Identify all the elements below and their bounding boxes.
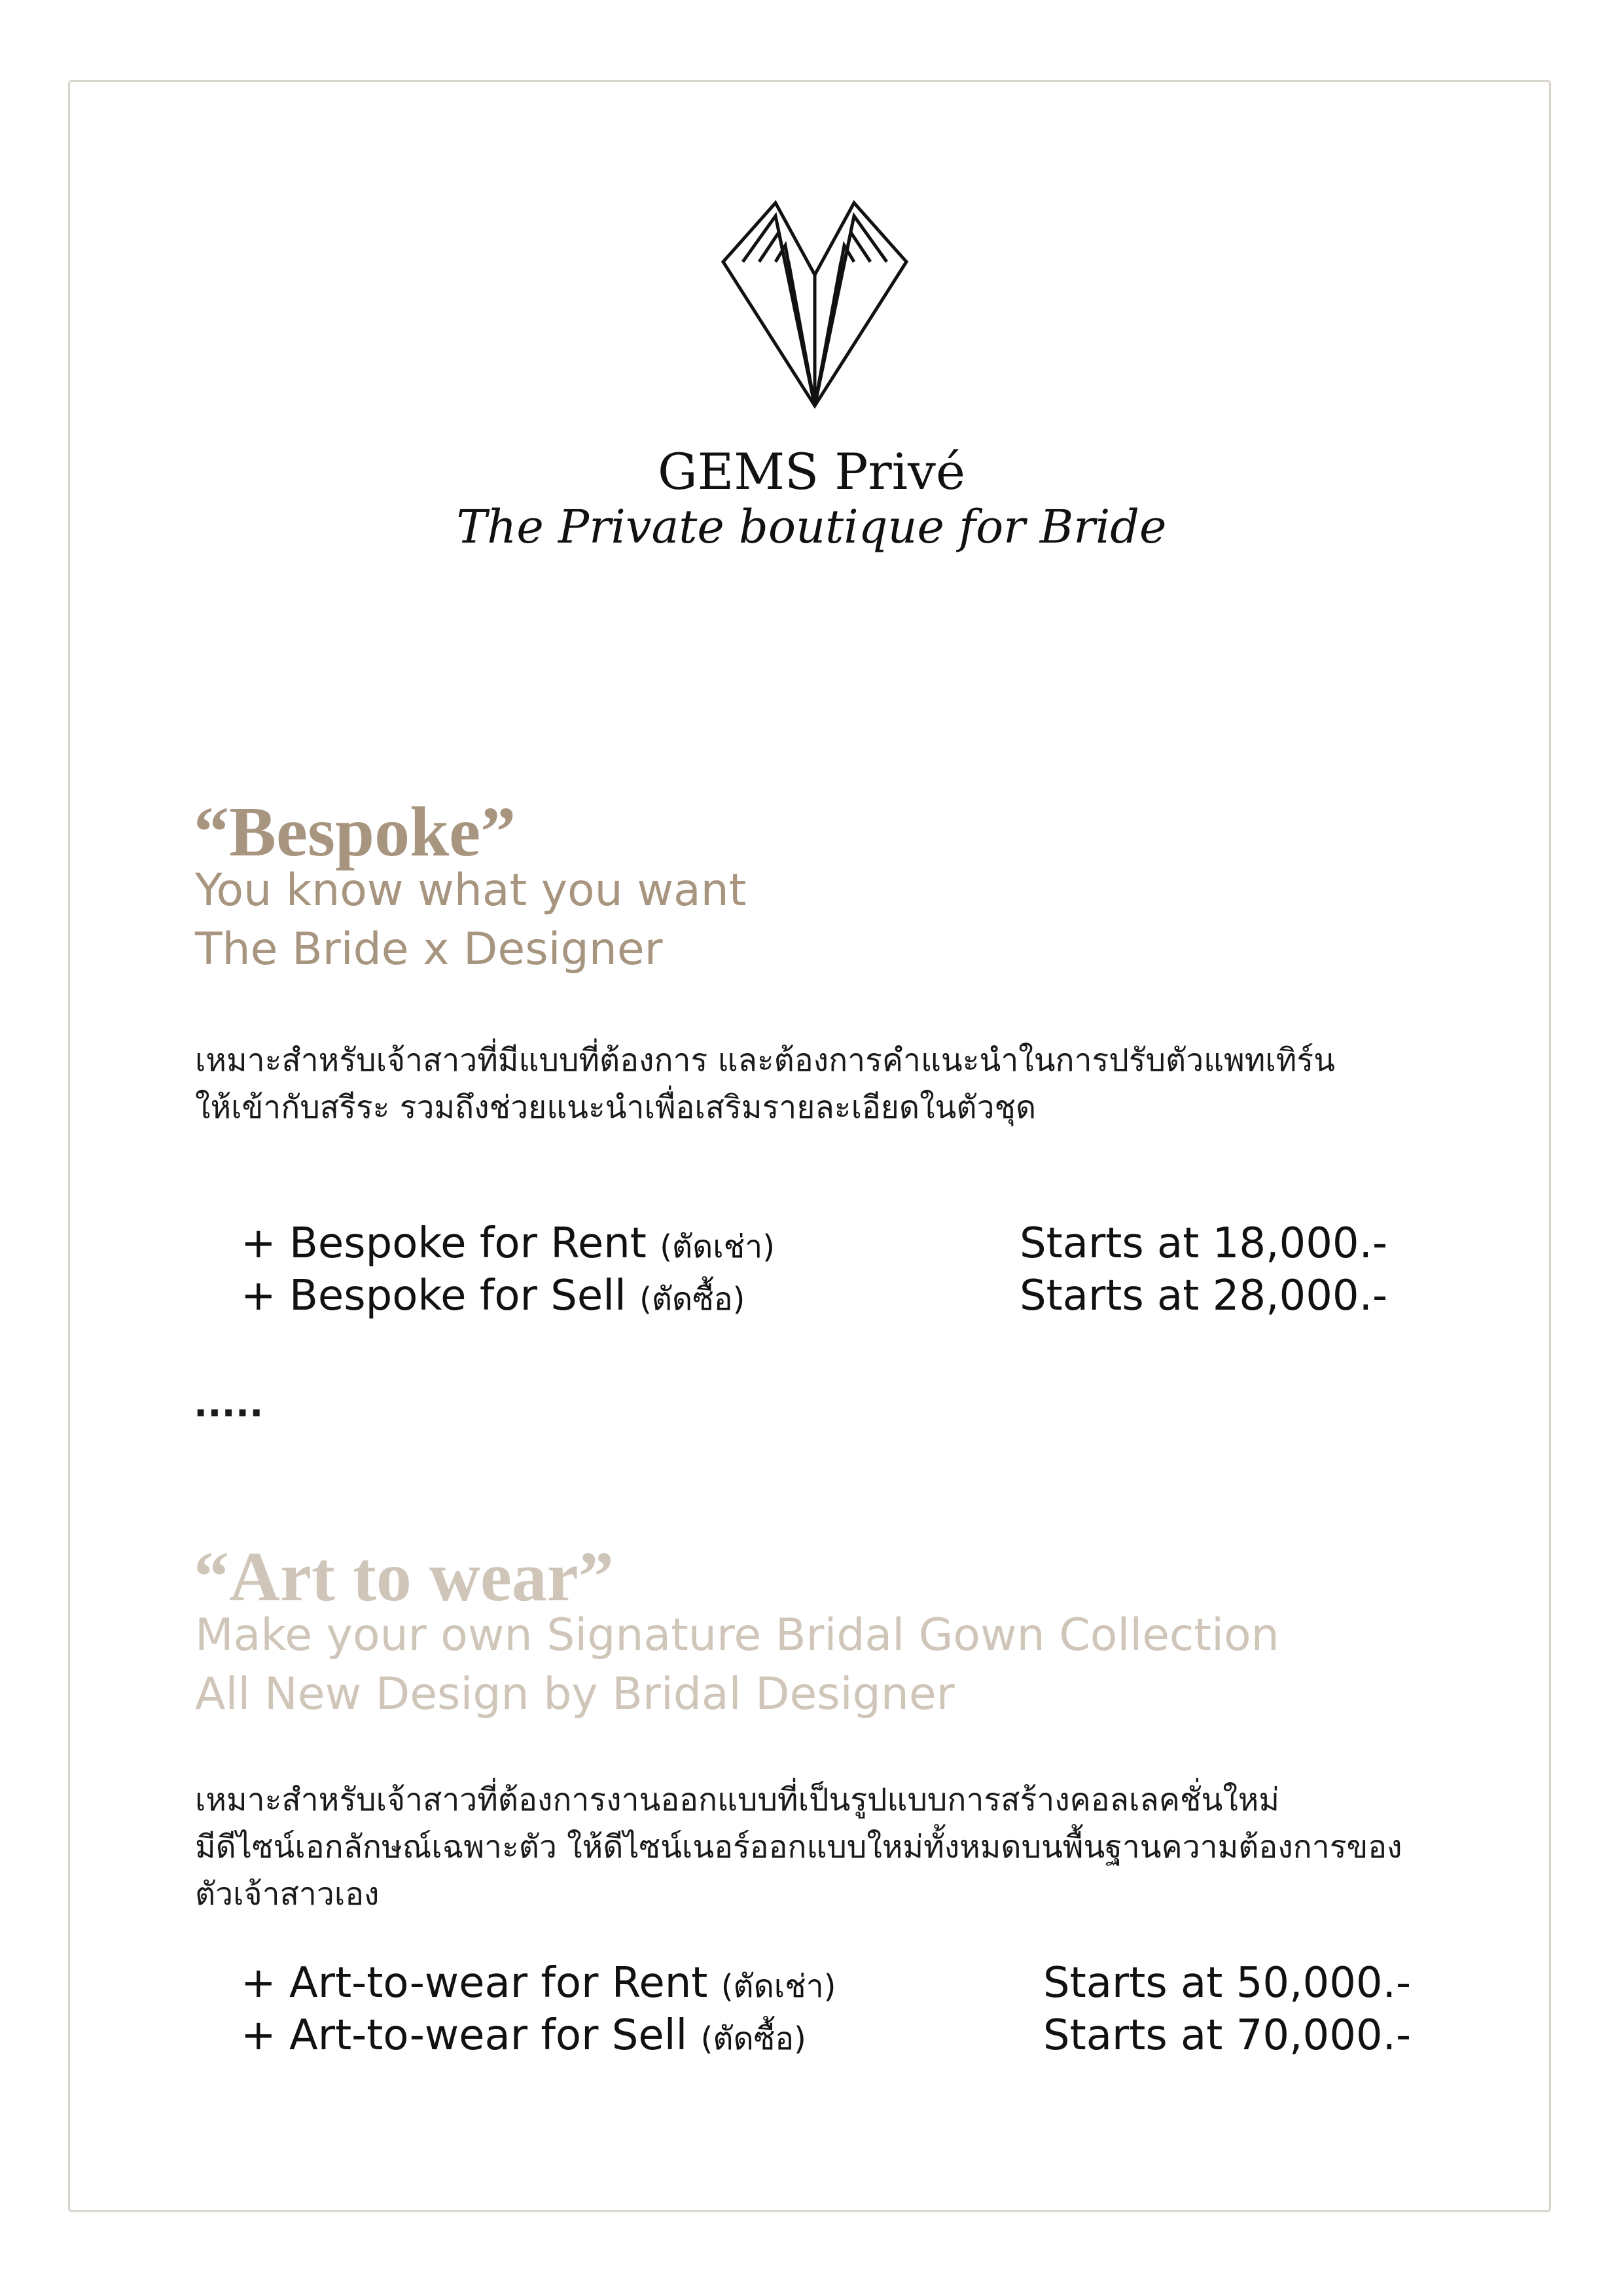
price-item-label	[241, 1957, 836, 2013]
gems-heart-logo	[717, 196, 913, 412]
section-description: เหมาะสำหรับเจ้าสาวที่ต้องการงานออกแบบที่เป็นรูปแบบการสร้างคอลเลคชั่นใหม่	[195, 1782, 1280, 1818]
price-item-label	[241, 2009, 806, 2065]
separator-dots: .....	[194, 1383, 264, 1426]
section-subtitle: You know what you want	[195, 865, 747, 916]
section-description: เหมาะสำหรับเจ้าสาวที่มีแบบที่ต้องการ และต้องการคำแนะนำในการปรับตัวแพทเทิร์น	[195, 1042, 1336, 1079]
item-name: + Art-to-wear for Sell	[241, 2011, 688, 2060]
item-note: (ตัดเช่า)	[660, 1229, 775, 1265]
section-description: มีดีไซน์เอกลักษณ์เฉพาะตัว ให้ดีไซน์เนอร์ออกแบบใหม่ทั้งหมดบนพื้นฐานความต้องการของ	[195, 1829, 1402, 1865]
brand-name: GEMS Privé	[658, 442, 965, 501]
price-value: Starts at 50,000.-	[1043, 1959, 1412, 2007]
item-note: (ตัดเช่า)	[721, 1968, 836, 2005]
section-subtitle: All New Design by Bridal Designer	[195, 1668, 955, 1720]
item-note: (ตัดซื้อ)	[639, 1281, 745, 1318]
item-name: + Bespoke for Rent	[241, 1219, 647, 1268]
item-note: (ตัดซื้อ)	[700, 2020, 806, 2057]
price-item-label	[241, 1270, 745, 1325]
section-title-bespoke: “Bespoke”	[194, 793, 516, 871]
section-subtitle: The Bride x Designer	[195, 924, 663, 975]
price-value: Starts at 18,000.-	[1020, 1219, 1388, 1268]
item-name: + Art-to-wear for Rent	[241, 1959, 708, 2007]
price-item-label	[241, 1217, 775, 1273]
section-description: ให้เข้ากับสรีระ รวมถึงช่วยแนะนำเพื่อเสริมรายละเอียดในตัวชุด	[195, 1089, 1037, 1126]
item-name: + Bespoke for Sell	[241, 1272, 626, 1320]
section-title-art-to-wear: “Art to wear”	[194, 1538, 614, 1616]
section-description: ตัวเจ้าสาวเอง	[195, 1876, 380, 1912]
section-subtitle: Make your own Signature Bridal Gown Collection	[195, 1609, 1279, 1661]
price-value: Starts at 28,000.-	[1020, 1272, 1388, 1320]
price-value: Starts at 70,000.-	[1043, 2011, 1412, 2060]
brand-tagline: The Private boutique for Bride	[456, 500, 1167, 554]
